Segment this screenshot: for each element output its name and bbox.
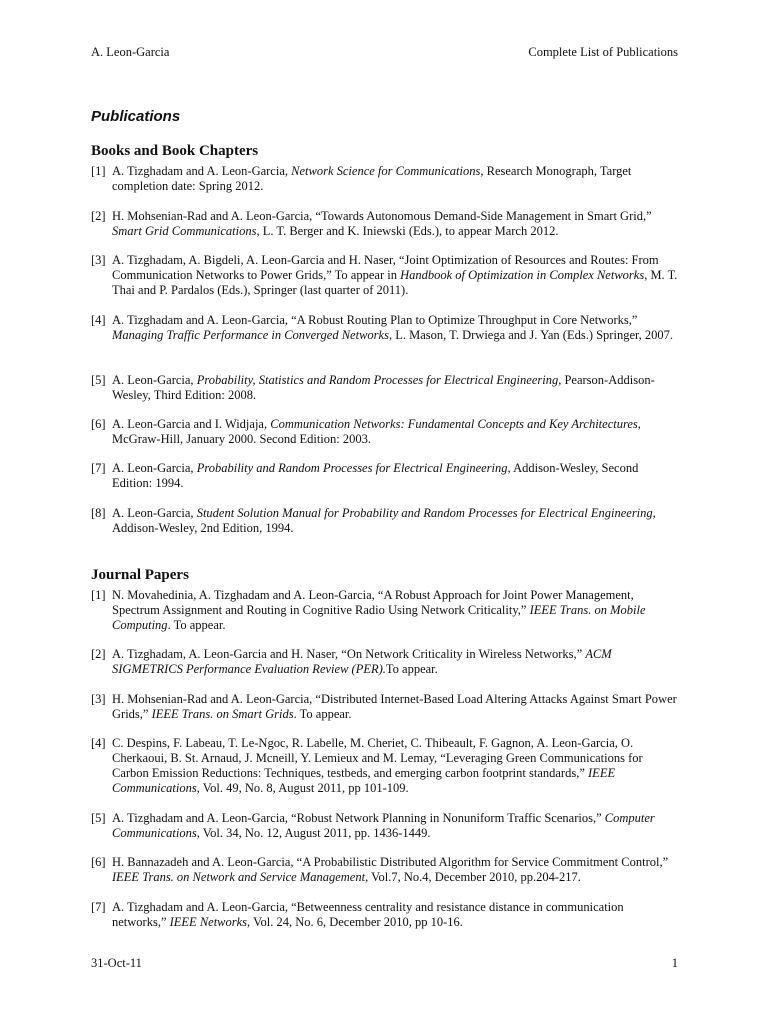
section-heading-journals: Journal Papers (91, 567, 189, 583)
citation-text-run: McGraw-Hill, January 2000. Second Edition: 2003. (112, 432, 371, 446)
book-entry (91, 417, 681, 447)
citation-text-run: H. Bannazadeh and A. Leon-Garcia, “A Probabilistic Distributed Algorithm for Service Commitment Control,” (112, 855, 669, 869)
citation-text (112, 647, 681, 677)
citation-text-run: Vol.7, No.4, December 2010, pp.204-217. (368, 870, 581, 884)
citation-text (112, 417, 681, 447)
citation-text-run: , Vol. 49, No. 8, August 2011, pp 101-109. (196, 781, 409, 795)
citation-text (112, 313, 681, 343)
citation-venue-italic: IEEE Communications (112, 766, 616, 795)
header-doc-title: Complete List of Publications (528, 45, 678, 59)
citation-number: [2] (91, 647, 106, 661)
citation-number: [8] (91, 506, 106, 520)
citation-number: [1] (91, 588, 106, 602)
citation-number: [4] (91, 736, 106, 750)
citation-text-run: A. Tizghadam, A. Bigdeli, A. Leon-Garcia and H. Naser, “Joint Optimization of Resources and Routes: From Communication Networks to Power Grids,” To appear in (112, 253, 659, 282)
citation-venue-italic: Student Solution Manual for Probability and Random Processes for Electrical Engineering, (196, 506, 656, 520)
publications-title: Publications (91, 108, 181, 125)
citation-text (112, 164, 681, 194)
citation-text-run: H. Mohsenian-Rad and A. Leon-Garcia, “Distributed Internet-Based Load Altering Attacks Against Smart Power Grids,” (112, 692, 677, 721)
citation-text (112, 855, 681, 885)
journal-entry (91, 811, 681, 841)
journal-entry (91, 900, 681, 930)
book-entry (91, 373, 681, 403)
citation-text (112, 253, 681, 298)
citation-text-run: A. Tizghadam, A. Leon-Garcia and H. Naser, “On Network Criticality in Wireless Networks,” (112, 647, 586, 661)
citation-venue-italic: Computer Communications (112, 811, 655, 840)
citation-number: [3] (91, 253, 106, 267)
citation-text-run: . To appear. (293, 707, 352, 721)
journal-entry (91, 647, 681, 677)
citation-text-run: A. Tizghadam and A. Leon-Garcia, “Robust Network Planning in Nonuniform Traffic Scenarios,” (112, 811, 605, 825)
citation-text-run: , L. Mason, T. Drwiega and J. Yan (Eds.) Springer, 2007. (388, 328, 674, 342)
citation-number: [3] (91, 692, 106, 706)
citation-venue-italic: IEEE Networks (169, 915, 248, 929)
citation-venue-italic: Probability, Statistics and Random Processes for Electrical Engineering (196, 373, 559, 387)
citation-text (112, 692, 681, 722)
citation-venue-italic: IEEE Trans. on Mobile Computing (112, 603, 646, 632)
book-entry (91, 253, 681, 298)
citation-venue-italic: IEEE Trans. on Smart Grids (151, 707, 294, 721)
citation-text (112, 736, 681, 796)
book-entry (91, 164, 681, 194)
citation-number: [2] (91, 209, 106, 223)
citation-text-run: , Vol. 24, No. 6, December 2010, pp 10-16. (247, 915, 463, 929)
citation-text-run: , Pearson-Addison-Wesley, Third Edition: 2008. (112, 373, 655, 402)
citation-number: [6] (91, 855, 106, 869)
citation-text (112, 811, 681, 841)
citation-text-run: , M. T. Thai and P. Pardalos (Eds.), Springer (last quarter of 2011). (112, 268, 678, 297)
citation-text-run: To appear. (385, 662, 438, 676)
citation-venue-italic: Smart Grid Communications (112, 224, 257, 238)
citation-number: [1] (91, 164, 106, 178)
citation-text-run: , Research Monograph, Target completion date: Spring 2012. (112, 164, 632, 193)
section-heading-books: Books and Book Chapters (91, 143, 259, 159)
journal-entry (91, 855, 681, 885)
citation-text-run: C. Despins, F. Labeau, T. Le-Ngoc, R. Labelle, M. Cheriet, C. Thibeault, F. Gagnon, A. Leon-Garcia, O. Cherkaoui, B. St. Arnaud, J. Mcneill, Y. Lemieux and M. Lemay, “Leveraging Green Communications for Carbon Emission Reductions: Techniques, testbeds, and emerging carbon footprint standards,” (112, 736, 643, 780)
book-entry (91, 506, 681, 536)
citation-venue-italic: ACM SIGMETRICS Performance Evaluation Review (PER). (112, 647, 612, 676)
citation-text (112, 506, 681, 536)
citation-venue-italic: Managing Traffic Performance in Converged Networks (112, 328, 389, 342)
citation-text (112, 900, 681, 930)
citation-text-run: . To appear. (167, 618, 226, 632)
citation-text-run: A. Tizghadam and A. Leon-Garcia, “A Robust Routing Plan to Optimize Throughput in Core Networks,” (112, 313, 638, 327)
header-author: A. Leon-Garcia (91, 45, 170, 59)
citation-text-run: , L. T. Berger and K. Iniewski (Eds.), to appear March 2012. (256, 224, 559, 238)
citation-text (112, 588, 681, 633)
citation-number: [7] (91, 461, 106, 475)
citation-text-run: H. Mohsenian-Rad and A. Leon-Garcia, “Towards Autonomous Demand-Side Management in Smart Grid,” (112, 209, 652, 223)
journal-entry (91, 736, 681, 796)
citation-text-run: A. Tizghadam and A. Leon-Garcia, (112, 164, 292, 178)
citation-text (112, 373, 681, 403)
citation-venue-italic: IEEE Trans. on Network and Service Management, (112, 870, 369, 884)
citation-text-run: A. Leon-Garcia and I. Widjaja, (112, 417, 271, 431)
citation-text-run: A. Leon-Garcia, (112, 461, 197, 475)
citation-text-run: A. Tizghadam and A. Leon-Garcia, “Betweenness centrality and resistance distance in communication networks,” (112, 900, 624, 929)
book-entry (91, 209, 681, 239)
citation-number: [4] (91, 313, 106, 327)
footer-date: 31-Oct-11 (91, 956, 142, 970)
journal-entry (91, 588, 681, 633)
citation-venue-italic: Handbook of Optimization in Complex Networks (400, 268, 645, 282)
citation-text (112, 209, 681, 239)
citation-venue-italic: Network Science for Communications (291, 164, 481, 178)
citation-number: [5] (91, 373, 106, 387)
citation-text-run: A. Leon-Garcia, (112, 506, 197, 520)
citation-number: [7] (91, 900, 106, 914)
citation-number: [5] (91, 811, 106, 825)
book-entry (91, 461, 681, 491)
citation-text-run: , Addison-Wesley, Second Edition: 1994. (112, 461, 639, 490)
book-entry (91, 313, 681, 343)
citation-text-run: Addison-Wesley, 2nd Edition, 1994. (112, 521, 294, 535)
citation-text (112, 461, 681, 491)
citation-venue-italic: Probability and Random Processes for Electrical Engineering (196, 461, 508, 475)
citation-text-run: N. Movahedinia, A. Tizghadam and A. Leon-Garcia, “A Robust Approach for Joint Power Management, Spectrum Assignment and Routing in Cognitive Radio Using Network Criticality,” (112, 588, 634, 617)
citation-venue-italic: Communication Networks: Fundamental Concepts and Key Architectures, (270, 417, 641, 431)
citation-text-run: , Vol. 34, No. 12, August 2011, pp. 1436-1449. (196, 826, 431, 840)
journal-entry (91, 692, 681, 722)
citation-number: [6] (91, 417, 106, 431)
page-number: 1 (671, 956, 678, 970)
citation-text-run: A. Leon-Garcia, (112, 373, 197, 387)
